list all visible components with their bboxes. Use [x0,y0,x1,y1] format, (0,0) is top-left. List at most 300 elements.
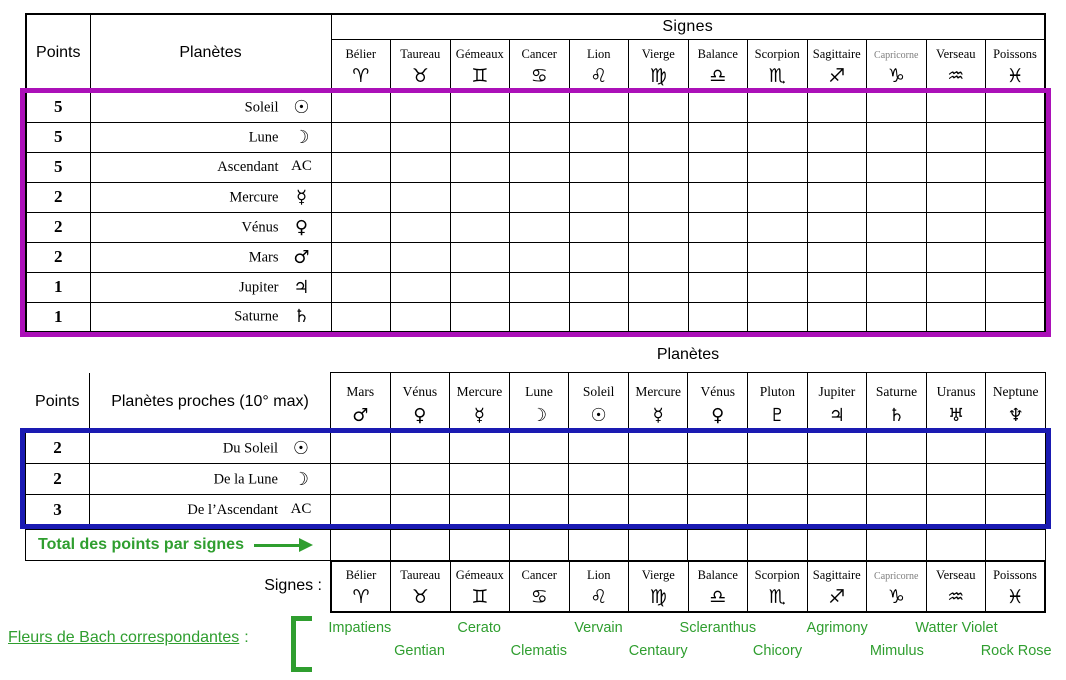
sign-header-cell [569,561,629,612]
sign-header-cell [688,561,748,612]
close-planet-row [26,495,1046,526]
planet-label-cell [90,152,331,182]
empty-score-cell [807,302,867,332]
sign-header-cell [628,373,688,433]
planet-symbol-icon: ☉ [293,96,310,118]
points-value: 2 [26,242,90,272]
planet-label-cell [90,122,331,152]
total-score-cell [926,530,986,561]
empty-score-cell [391,302,451,332]
sign-header-cell [986,561,1046,612]
empty-score-cell [688,433,748,464]
empty-score-cell [867,495,927,526]
empty-score-cell [510,182,570,212]
empty-score-cell [391,272,451,302]
sign-header-cell [748,39,808,92]
sign-symbol-icon: ♈ [352,64,370,87]
empty-score-cell [331,242,391,272]
empty-score-cell [926,464,986,495]
empty-score-cell [391,122,451,152]
sign-name: Mars [346,383,375,399]
empty-score-cell [748,92,808,122]
flower-name: Gentian [394,643,445,659]
empty-score-cell [926,212,986,242]
planet-name: De l’Ascendant [187,502,278,518]
planet-name: Mercure [229,189,279,206]
planet-symbol-icon: ♂ [293,246,310,268]
empty-score-cell [569,92,629,122]
sign-header-cell [807,39,867,92]
sign-symbol-icon: ♎ [709,64,727,87]
empty-score-cell [867,464,927,495]
flower-name: Agrimony [806,620,868,636]
empty-score-cell [986,302,1046,332]
empty-score-cell [926,122,986,152]
sign-name: Vierge [641,47,675,62]
close-planet-row [26,433,1046,464]
empty-score-cell [629,272,689,302]
total-score-cell [509,530,569,561]
empty-score-cell [986,495,1046,526]
empty-score-cell [867,302,927,332]
empty-score-cell [331,182,391,212]
total-score-cell [867,530,927,561]
empty-score-cell [450,495,510,526]
total-score-cell [331,530,391,561]
flower-name: Scleranthus [679,620,757,636]
flower-name: Chicory [752,643,803,659]
empty-score-cell [986,242,1046,272]
planet-row [26,272,1045,302]
sign-name: Capricorne [874,49,919,61]
empty-score-cell [986,122,1046,152]
sign-symbol-icon: ♉ [411,64,429,87]
sign-symbol-icon: ♓ [1006,585,1024,608]
flower-name: Vervain [574,620,623,636]
empty-score-cell [748,242,808,272]
empty-score-cell [748,182,808,212]
empty-score-cell [986,272,1046,302]
planet-label-cell [90,242,331,272]
sign-name: Taureau [400,47,441,62]
signs-group-header: Signes [331,14,1045,39]
empty-score-cell [867,182,927,212]
empty-score-cell [986,433,1046,464]
sign-symbol-icon: ♓ [1006,64,1024,87]
sign-header-cell [807,373,867,433]
sign-symbol-icon: ♋ [530,64,548,87]
sign-symbol-icon: ♉ [411,585,429,608]
empty-score-cell [450,122,510,152]
planet-label-cell [90,212,331,242]
sign-name: Uranus [936,383,976,399]
total-score-cell [748,530,808,561]
bach-flowers-colon: : [244,629,249,646]
empty-score-cell [510,302,570,332]
empty-score-cell [569,182,629,212]
empty-score-cell [986,182,1046,212]
bach-flowers-label [8,629,249,647]
empty-score-cell [748,122,808,152]
empty-score-cell [688,212,748,242]
sign-symbol-icon: ☉ [590,404,607,426]
sign-symbol-icon: ♋ [530,585,548,608]
empty-score-cell [748,212,808,242]
empty-score-cell [807,212,867,242]
flower-name: Centaury [628,643,688,659]
empty-score-cell [331,464,391,495]
sign-name: Vénus [402,383,438,399]
sign-name: Scorpion [754,47,800,62]
points-value: 2 [26,182,90,212]
empty-score-cell [688,495,748,526]
sign-header-cell [450,561,510,612]
sign-name: Neptune [992,383,1039,399]
empty-score-cell [986,152,1046,182]
flower-name: Cerato [457,620,501,636]
sign-symbol-icon: ♍ [649,64,667,87]
empty-score-cell [748,272,808,302]
empty-score-cell [510,272,570,302]
planet-name: Jupiter [239,279,279,296]
empty-score-cell [986,464,1046,495]
total-score-cell [807,530,867,561]
empty-score-cell [450,212,510,242]
total-score-cell [390,530,450,561]
sign-symbol-icon: ♌ [590,64,608,87]
empty-score-cell [926,92,986,122]
sign-header-cell [331,39,391,92]
empty-score-cell [391,92,451,122]
points-value: 5 [26,92,90,122]
planet-name: Vénus [241,219,279,236]
empty-score-cell [569,242,629,272]
empty-score-cell [688,464,748,495]
sign-symbol-icon: ♌ [590,585,608,608]
planet-symbol-icon: ☿ [295,186,308,208]
sign-name: Taureau [400,568,441,583]
planet-label-cell [90,433,331,464]
flower-name: Clematis [510,643,568,659]
planet-row [26,122,1045,152]
signs-footer-row [330,560,1046,613]
sign-name: Lion [586,47,611,62]
points-value: 2 [26,464,90,495]
sign-name: Poissons [993,568,1037,583]
sign-header-cell [688,373,748,433]
planet-name: Mars [248,249,279,266]
empty-score-cell [450,242,510,272]
sign-header-cell [867,561,927,612]
close-planets-table [25,372,1046,526]
total-points-row [25,529,1046,561]
empty-score-cell [986,212,1046,242]
empty-score-cell [867,212,927,242]
planet-label-cell [90,464,331,495]
empty-score-cell [688,302,748,332]
total-score-cell [986,530,1046,561]
empty-score-cell [807,272,867,302]
empty-score-cell [926,152,986,182]
total-score-cell [688,530,748,561]
empty-score-cell [867,272,927,302]
empty-score-cell [748,495,808,526]
arrow-right-icon [254,544,300,547]
empty-score-cell [331,495,391,526]
points-header-2: Points [26,373,90,433]
sign-name: Pluton [759,383,795,399]
flower-name: Rock Rose [980,643,1052,659]
sign-name: Gémeaux [455,47,504,62]
planet-name: De la Lune [213,471,278,488]
empty-score-cell [569,212,629,242]
sign-name: Mercure [456,383,503,399]
points-value: 2 [26,433,90,464]
sign-header-cell [331,373,391,433]
planet-row [26,242,1045,272]
sign-name: Saturne [875,383,918,399]
planet-name: Saturne [234,308,279,325]
sign-header-cell [331,561,391,612]
sign-name: Verseau [935,568,976,583]
flower-name: Mimulus [869,643,924,659]
planet-symbol-icon: ☉ [292,437,310,459]
empty-score-cell [331,272,391,302]
empty-score-cell [391,182,451,212]
sign-header-cell [926,373,986,433]
empty-score-cell [390,464,450,495]
planets-table-title: Planètes [656,346,720,363]
sign-name: Lion [586,568,611,583]
sign-name: Balance [697,568,738,583]
close-planets-header: Planètes proches (10° max) [111,393,309,411]
total-label: Total des points par signes [38,536,244,553]
sign-symbol-icon: ☽ [530,404,548,426]
sign-symbol-icon: ☿ [473,404,485,426]
sign-symbol-icon: ♀ [711,404,725,426]
empty-score-cell [391,212,451,242]
empty-score-cell [748,464,808,495]
empty-score-cell [450,464,510,495]
empty-score-cell [331,92,391,122]
empty-score-cell [450,92,510,122]
planet-name: Ascendant [217,159,279,175]
empty-score-cell [867,92,927,122]
empty-score-cell [391,152,451,182]
empty-score-cell [569,464,629,495]
empty-score-cell [807,495,867,526]
empty-score-cell [926,495,986,526]
total-score-cell [628,530,688,561]
sign-symbol-icon: ♐ [828,64,846,87]
sign-symbol-icon: ♏ [768,64,786,87]
signs-row-label: Signes : [264,576,322,594]
sign-name: Soleil [582,383,615,399]
empty-score-cell [629,92,689,122]
planet-label-cell [90,92,331,122]
planet-label-cell [90,302,331,332]
points-value: 2 [26,212,90,242]
empty-score-cell [926,182,986,212]
empty-score-cell [926,242,986,272]
planet-name: Du Soleil [222,440,278,457]
planet-symbol-icon: ♄ [293,306,310,328]
planet-row [26,182,1045,212]
sign-name: Gémeaux [455,568,504,583]
sign-symbol-icon: ♆ [1007,404,1024,426]
empty-score-cell [629,152,689,182]
sign-name: Sagittaire [812,47,861,62]
empty-score-cell [391,242,451,272]
empty-score-cell [629,242,689,272]
signs-points-table [25,13,1046,333]
empty-score-cell [629,182,689,212]
empty-score-cell [569,122,629,152]
sign-name: Poissons [993,47,1037,62]
sign-name: Bélier [345,568,377,583]
total-score-cell [569,530,629,561]
planet-name: Lune [248,129,279,146]
sign-name: Sagittaire [812,568,861,583]
sign-header-cell [569,373,629,433]
sign-symbol-icon: ♒ [947,585,965,608]
planet-label-cell [90,272,331,302]
planet-symbol-icon: ♃ [293,276,310,298]
empty-score-cell [509,464,569,495]
total-label-cell [26,530,331,561]
empty-score-cell [331,212,391,242]
empty-score-cell [569,495,629,526]
sign-header-cell [391,561,451,612]
points-value: 5 [26,152,90,182]
flower-name: Watter Violet [915,620,998,636]
empty-score-cell [688,122,748,152]
points-value: 3 [26,495,90,526]
planet-symbol-icon: AC [291,158,312,175]
empty-score-cell [510,152,570,182]
empty-score-cell [926,433,986,464]
planet-row [26,302,1045,332]
sign-header-cell [688,39,748,92]
sign-name: Vénus [700,383,735,399]
sign-symbol-icon: ♅ [948,404,965,426]
sign-header-cell [450,39,510,92]
planet-symbol-icon: ♀ [294,216,309,238]
sign-header-cell [867,373,927,433]
empty-score-cell [569,433,629,464]
empty-score-cell [807,122,867,152]
empty-score-cell [390,433,450,464]
empty-score-cell [748,433,808,464]
empty-score-cell [807,92,867,122]
empty-score-cell [509,495,569,526]
points-value: 1 [26,272,90,302]
sign-header-cell [926,39,986,92]
empty-score-cell [509,433,569,464]
sign-header-cell [510,561,570,612]
sign-header-cell [391,39,451,92]
sign-header-cell [569,39,629,92]
empty-score-cell [390,495,450,526]
sign-symbol-icon: ♈ [352,585,370,608]
sign-header-cell [509,373,569,433]
empty-score-cell [569,302,629,332]
planet-row [26,212,1045,242]
planet-row [26,152,1045,182]
empty-score-cell [867,152,927,182]
sign-name: Mercure [635,383,682,399]
sign-name: Bélier [345,47,377,62]
sign-name: Vierge [641,568,675,583]
points-value: 1 [26,302,90,332]
empty-score-cell [331,152,391,182]
close-planet-row [26,464,1046,495]
sign-name: Verseau [935,47,976,62]
bracket-icon [291,616,312,672]
total-score-cell [450,530,510,561]
empty-score-cell [510,212,570,242]
sign-symbol-icon: ♄ [888,404,905,426]
sign-header-cell [629,561,689,612]
sign-symbol-icon: ♂ [352,404,369,426]
empty-score-cell [450,302,510,332]
sign-header-cell [629,39,689,92]
empty-score-cell [807,152,867,182]
empty-score-cell [807,464,867,495]
empty-score-cell [629,212,689,242]
empty-score-cell [867,242,927,272]
sign-header-cell [807,561,867,612]
empty-score-cell [510,242,570,272]
empty-score-cell [331,122,391,152]
sign-header-cell [986,373,1046,433]
empty-score-cell [748,302,808,332]
empty-score-cell [569,272,629,302]
empty-score-cell [331,302,391,332]
sign-header-cell [510,39,570,92]
sign-name: Jupiter [818,383,856,399]
points-value: 5 [26,122,90,152]
sign-header-cell [986,39,1046,92]
sign-symbol-icon: ♑ [887,64,905,87]
empty-score-cell [450,152,510,182]
planet-symbol-icon: AC [290,501,312,518]
sign-symbol-icon: ☿ [652,404,664,426]
sign-header-cell [390,373,450,433]
empty-score-cell [867,122,927,152]
sign-symbol-icon: ♃ [828,404,845,426]
sign-symbol-icon: ♊ [471,64,489,87]
empty-score-cell [748,152,808,182]
empty-score-cell [867,433,927,464]
sign-symbol-icon: ♎ [709,585,727,608]
sign-header-cell [748,561,808,612]
empty-score-cell [926,272,986,302]
sign-symbol-icon: ♑ [887,585,905,608]
sign-symbol-icon: ♒ [947,64,965,87]
empty-score-cell [450,182,510,212]
empty-score-cell [807,242,867,272]
sign-symbol-icon: ♊ [471,585,489,608]
empty-score-cell [688,182,748,212]
sign-name: Capricorne [874,570,919,582]
empty-score-cell [807,182,867,212]
sign-name: Lune [525,383,553,399]
points-header: Points [26,14,90,92]
sign-symbol-icon: ♍ [649,585,667,608]
sign-symbol-icon: ♏ [768,585,786,608]
empty-score-cell [688,272,748,302]
